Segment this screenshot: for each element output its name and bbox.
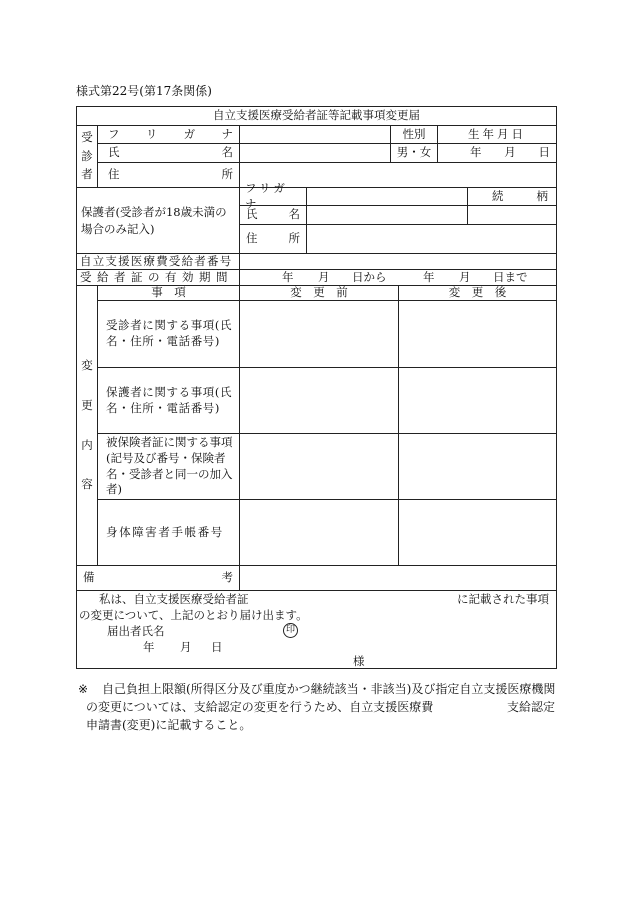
char: 所 — [221, 167, 233, 182]
note-text: 支給認定 — [507, 700, 556, 714]
changes-section-label — [76, 285, 98, 566]
unit: 年 — [423, 270, 435, 285]
change-after-field[interactable] — [398, 499, 557, 566]
declaration-text: に記載された事項 — [457, 592, 549, 606]
char: 備 — [83, 570, 95, 585]
note-text: 申請書(変更)に記載すること。 — [86, 718, 252, 732]
applicant-name-label: 届出者氏名 — [107, 624, 165, 638]
birth-date-field[interactable] — [437, 143, 557, 163]
patient-furigana-field[interactable] — [239, 125, 391, 144]
validity-field[interactable] — [239, 269, 557, 286]
unit: 年 — [470, 145, 482, 160]
change-after-field[interactable] — [398, 300, 557, 368]
patient-furigana-label — [97, 125, 240, 144]
relation-label — [467, 187, 557, 206]
char: ナ — [221, 126, 233, 141]
guardian-name-field[interactable] — [306, 205, 468, 225]
change-item-patient: 受診者に関する事項(氏名・住所・電話番号) — [97, 300, 240, 368]
note-text: の変更については、支給認定の変更を行うため、自立支援医療費 — [86, 700, 434, 714]
change-item-guardian: 保護者に関する事項(氏名・住所・電話番号) — [97, 367, 240, 434]
change-before-field[interactable] — [239, 367, 399, 434]
label-char: 受 — [81, 130, 93, 145]
guardian-address-field[interactable] — [306, 224, 557, 254]
label-char: 容 — [81, 477, 93, 492]
recipient-number-label: 自立支援医療費受給者番号 — [76, 253, 240, 270]
char: ガ — [183, 126, 196, 141]
unit: 月 — [318, 270, 330, 285]
recipient-number-field[interactable] — [239, 253, 557, 270]
unit: 月 — [504, 145, 516, 160]
change-item-disability: 身体障害者手帳番号 — [97, 499, 240, 566]
unit: 日 — [538, 145, 550, 160]
addressee-suffix: 様 — [353, 654, 365, 668]
remarks-label — [76, 565, 240, 591]
char: 柄 — [536, 188, 548, 203]
declaration-text: 私は、自立支援医療受給者証 — [99, 592, 249, 606]
label-char: 更 — [81, 397, 93, 412]
char: 氏 — [246, 207, 258, 222]
char: 所 — [288, 231, 300, 246]
guardian-address-label — [239, 224, 307, 254]
remarks-field[interactable] — [239, 565, 557, 591]
unit: 日から — [352, 270, 387, 285]
date-unit: 日 — [211, 640, 223, 654]
char: 氏 — [108, 145, 120, 160]
form-title: 自立支援医療受給者証等記載事項変更届 — [76, 106, 557, 126]
validity-label: 受給者証の有効期間 — [76, 269, 240, 286]
declaration-text: の変更について、上記のとおり届け出ます。 — [79, 608, 308, 622]
note-text: 自己負担上限額(所得区分及び重度かつ継続該当・非該当)及び指定自立支援医療機関 — [102, 682, 556, 696]
char: フ — [108, 126, 120, 141]
char: 名 — [288, 207, 300, 222]
date-unit: 月 — [180, 640, 192, 654]
declaration-box — [76, 590, 557, 669]
char: リ — [145, 126, 158, 141]
header-before: 変 更 前 — [239, 285, 399, 301]
change-before-field[interactable] — [239, 433, 399, 500]
label-char: 内 — [81, 437, 93, 452]
guardian-furigana-field[interactable] — [306, 187, 468, 206]
char: 考 — [221, 570, 233, 585]
char: 続 — [492, 188, 504, 203]
sex-select[interactable]: 男・女 — [390, 143, 438, 163]
label-char: 変 — [81, 358, 93, 373]
note-mark: ※ — [78, 682, 89, 696]
guardian-furigana-label: フリガナ — [239, 187, 307, 206]
unit: 月 — [459, 270, 471, 285]
label-char: 者 — [81, 167, 93, 182]
char: 住 — [108, 167, 120, 182]
patient-name-field[interactable] — [239, 143, 391, 163]
change-after-field[interactable] — [398, 433, 557, 500]
label-char: 診 — [81, 148, 93, 163]
char: 名 — [221, 145, 233, 160]
guardian-name-label — [239, 205, 307, 225]
date-unit: 年 — [143, 640, 155, 654]
patient-name-label — [97, 143, 240, 163]
change-item-insurance: 被保険者証に関する事項(記号及び番号・保険者名・受診者と同一の加入者) — [97, 433, 240, 500]
header-item: 事 項 — [97, 285, 240, 301]
seal-icon: 印 — [283, 623, 298, 638]
char: 住 — [246, 231, 258, 246]
patient-section-label — [76, 125, 98, 188]
change-after-field[interactable] — [398, 367, 557, 434]
change-before-field[interactable] — [239, 499, 399, 566]
unit: 年 — [282, 270, 294, 285]
change-before-field[interactable] — [239, 300, 399, 368]
guardian-label: 保護者(受診者が18歳未満の場合のみ記入) — [76, 187, 240, 254]
form-number: 様式第22号(第17条関係) — [76, 84, 212, 98]
sex-label: 性別 — [390, 125, 438, 144]
relation-field[interactable] — [467, 205, 557, 225]
patient-address-label — [97, 162, 240, 188]
birth-date-label: 生年月日 — [437, 125, 557, 144]
header-after: 変 更 後 — [398, 285, 557, 301]
unit: 日まで — [493, 270, 528, 285]
